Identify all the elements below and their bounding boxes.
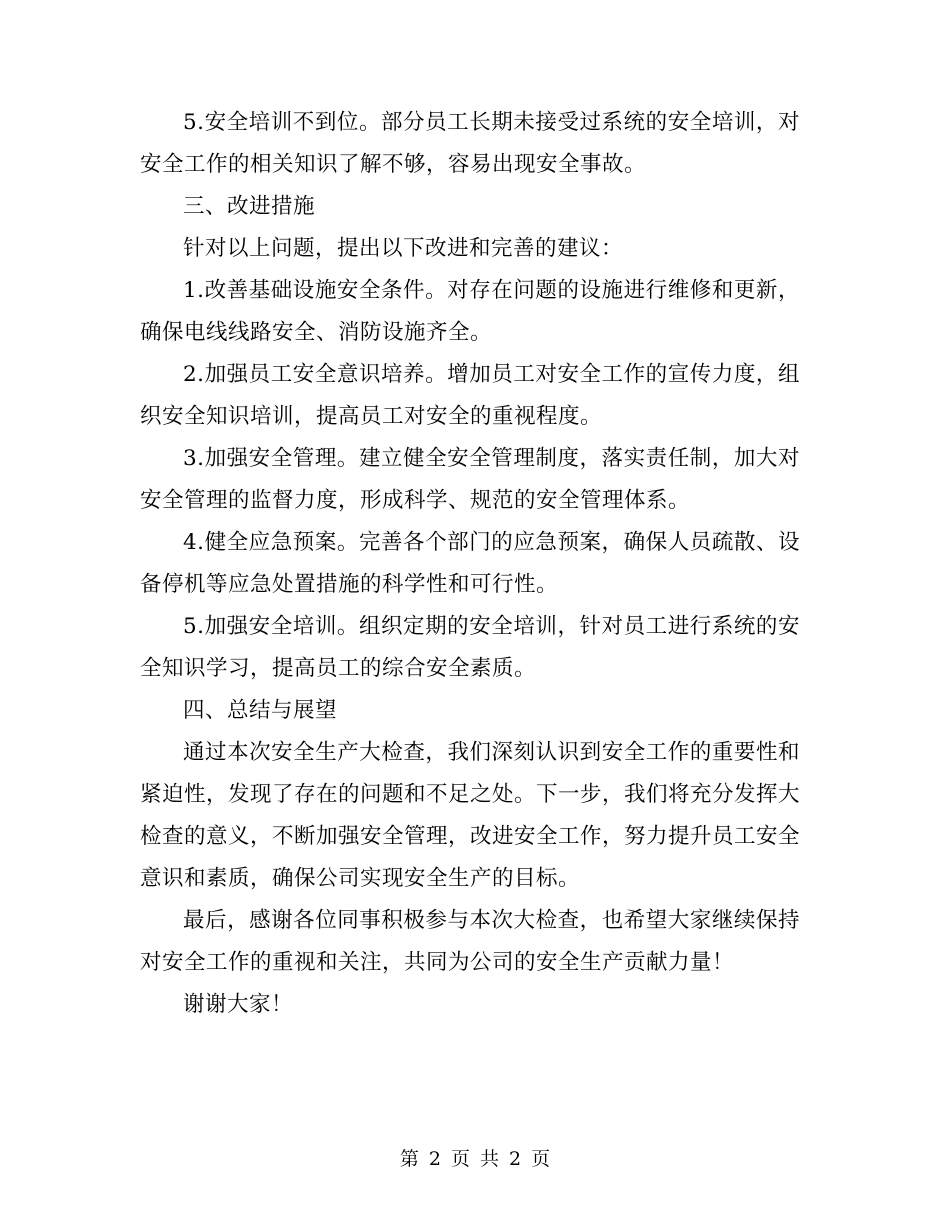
paragraph-suggestion-5: 5.加强安全培训。组织定期的安全培训，针对员工进行系统的安全知识学习，提高员工的综合安全素质。: [140, 614, 800, 681]
paragraph-training-issue: 5.安全培训不到位。部分员工长期未接受过系统的安全培训，对安全工作的相关知识了解不够，容易出现安全事故。: [140, 110, 800, 177]
paragraph-intro-suggestions: 针对以上问题，提出以下改进和完善的建议：: [183, 236, 624, 261]
paragraph-suggestion-2: 2.加强员工安全意识培养。增加员工对安全工作的宣传力度，组织安全知识培训，提高员工对安全的重视程度。: [140, 362, 800, 429]
paragraph-closing: 谢谢大家！: [183, 992, 294, 1017]
paragraph-suggestion-4: 4.健全应急预案。完善各个部门的应急预案，确保人员疏散、设备停机等应急处置措施的科学性和可行性。: [140, 530, 800, 597]
section-heading-improvements: 三、改进措施: [183, 194, 316, 219]
paragraph-thanks-colleagues: 最后，感谢各位同事积极参与本次大检查，也希望大家继续保持对安全工作的重视和关注，共同为公司的安全生产贡献力量！: [140, 908, 800, 975]
page-number-footer: 第 2 页 共 2 页: [399, 1148, 551, 1170]
paragraph-summary: 通过本次安全生产大检查，我们深刻认识到安全工作的重要性和紧迫性，发现了存在的问题和不足之处。下一步，我们将充分发挥大检查的意义，不断加强安全管理，改进安全工作，努力提升员工安全意识和素质，确保公司实现安全生产的目标。: [140, 740, 801, 891]
paragraph-suggestion-1: 1.改善基础设施安全条件。对存在问题的设施进行维修和更新，确保电线线路安全、消防设施齐全。: [140, 278, 800, 345]
paragraph-suggestion-3: 3.加强安全管理。建立健全安全管理制度，落实责任制，加大对安全管理的监督力度，形成科学、规范的安全管理体系。: [140, 446, 800, 513]
section-heading-summary: 四、总结与展望: [183, 698, 338, 723]
document-body: [140, 102, 800, 1026]
